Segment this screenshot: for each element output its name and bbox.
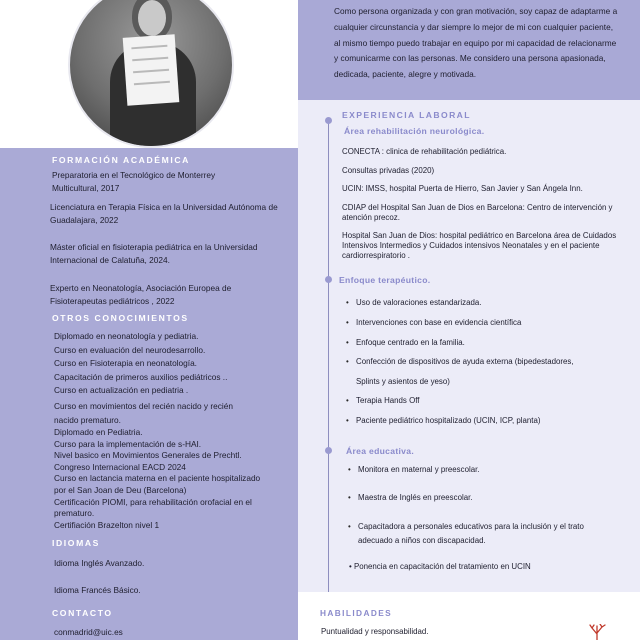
enfoque-item: • Paciente pediátrico hospitalizado (UCIN, ICP, planta) — [356, 416, 541, 426]
otros-item: Certifiación Brazelton nivel 1 — [54, 519, 160, 530]
enfoque-item: Splints y asientos de yeso) — [356, 377, 450, 386]
enfoque-item: • Intervenciones con base en evidencia científica — [356, 318, 521, 328]
otros-item: Diplomado en Pediatria. — [54, 426, 143, 437]
contacto-title: CONTACTO — [52, 608, 113, 618]
educativa-item: • Maestra de Inglés en preescolar. — [358, 493, 472, 503]
otros-item: Diplomado en neonatología y pediatria. — [54, 331, 199, 341]
otros-item: Curso en Fisioterapia en neonatología. — [54, 358, 197, 369]
experiencia-item: CDIAP del Hospital San Juan de Dios en Barcelona: Centro de intervención y atención precoz. — [342, 203, 613, 222]
otros-item: Capacitación de primeros auxilios pediátricos .. — [54, 371, 228, 382]
enfoque-item: • Terapia Hands Off — [356, 396, 419, 406]
timeline-line — [328, 122, 329, 592]
ponencia-item: • Ponencia en capacitación del tratamiento en UCIN — [349, 562, 531, 571]
educativa-item: • Monitora en maternal y preescolar. — [358, 465, 480, 475]
enfoque-item: • Uso de valoraciones estandarizada. — [356, 298, 481, 308]
otros-item: Curso en lactancia materna en el paciente hospitalizado por el San Joan de Deu (Barcelona) — [54, 473, 261, 495]
formacion-title: FORMACIÓN ACADÉMICA — [52, 155, 190, 165]
experiencia-item: Consultas privadas (2020) — [342, 166, 435, 175]
formacion-item: Experto en Neonatología, Asociación Europea de Fisioterapeutas pediátricos , 2022 — [50, 283, 232, 306]
coral-decoration-icon — [586, 624, 608, 640]
otros-list — [54, 331, 288, 531]
experiencia-item: UCIN: IMSS, hospital Puerta de Hierro, San Javier y San Ángela Inn. — [342, 184, 583, 193]
educativa-item: • Capacitadora a personales educativos para la inclusión y el trato adecuado a niños con discapacidad. — [358, 520, 598, 548]
experiencia-subtitle: Área rehabilitación neurológica. — [344, 126, 485, 136]
timeline-dot — [325, 276, 332, 283]
contact-email[interactable]: conmadrid@uic.es — [54, 627, 123, 637]
formacion-item: Máster oficial en fisioterapia pediátrica en la Universidad Internacional de Calatuña, 2024. — [50, 242, 258, 265]
idioma-item: Idioma Inglés Avanzado. — [54, 558, 145, 568]
idioma-item: Idioma Francés Básico. — [54, 585, 141, 595]
experiencia-item: Hospital San Juan de Dios: hospital pediátrico en Barcelona área de Cuidados Intensivos Intermedios y Cuidados intensivos Neonatales y en el paciente cardiorrespiratorio . — [342, 231, 617, 260]
timeline-dot — [325, 117, 332, 124]
formacion-item: Preparatoria en el Tecnológico de Monterrey Multicultural, 2017 — [52, 170, 216, 193]
otros-title: OTROS CONOCIMIENTOS — [52, 313, 189, 323]
educativa-title: Área educativa. — [346, 446, 415, 456]
idiomas-title: IDIOMAS — [52, 538, 100, 548]
otros-item: Certificación PIOMI, para rehabilitación orofacial en el prematuro. — [54, 496, 252, 519]
otros-item: Curso en movimientos del recién nacido y recién nacido prematuro. — [54, 400, 233, 425]
timeline-dot — [325, 447, 332, 454]
enfoque-item: • Enfoque centrado en la familia. — [356, 338, 465, 348]
experiencia-title: EXPERIENCIA LABORAL — [342, 110, 471, 120]
otros-item: Curso en evaluación del neurodesarrollo. — [54, 344, 206, 355]
otros-item: Curso en actualización en pediatria . — [54, 385, 189, 396]
enfoque-item: • Confección de dispositivos de ayuda externa (bipedestadores, — [356, 357, 574, 367]
profile-summary: Como persona organizada y con gran motivación, soy capaz de adaptarme a cualquier circunstancia y dar siempre lo mejor de mi con cualquier paciente, al mismo tiempo puedo trabajar en equipo por mi capacidad de relacionarme y comunicarme con las personas. Me considero una persona apasionada, dedicada, paciente, alegre y motivada. — [334, 6, 618, 80]
experiencia-item: CONECTA : clinica de rehabilitación pediátrica. — [342, 147, 507, 156]
habilidad-item: Puntualidad y responsabilidad. — [321, 627, 429, 636]
otros-item: Curso para la implementación de s-HAI. — [54, 438, 202, 449]
otros-item: Congreso Internacional EACD 2024 — [54, 461, 186, 472]
formacion-item: Licenciatura en Terapia Física en la Universidad Autónoma de Guadalajara, 2022 — [50, 202, 278, 225]
enfoque-title: Enfoque terapéutico. — [339, 275, 431, 285]
habilidades-title: HABILIDADES — [320, 608, 393, 618]
otros-item: Nivel basico en Movimientos Generales de Prechtl. — [54, 450, 242, 461]
